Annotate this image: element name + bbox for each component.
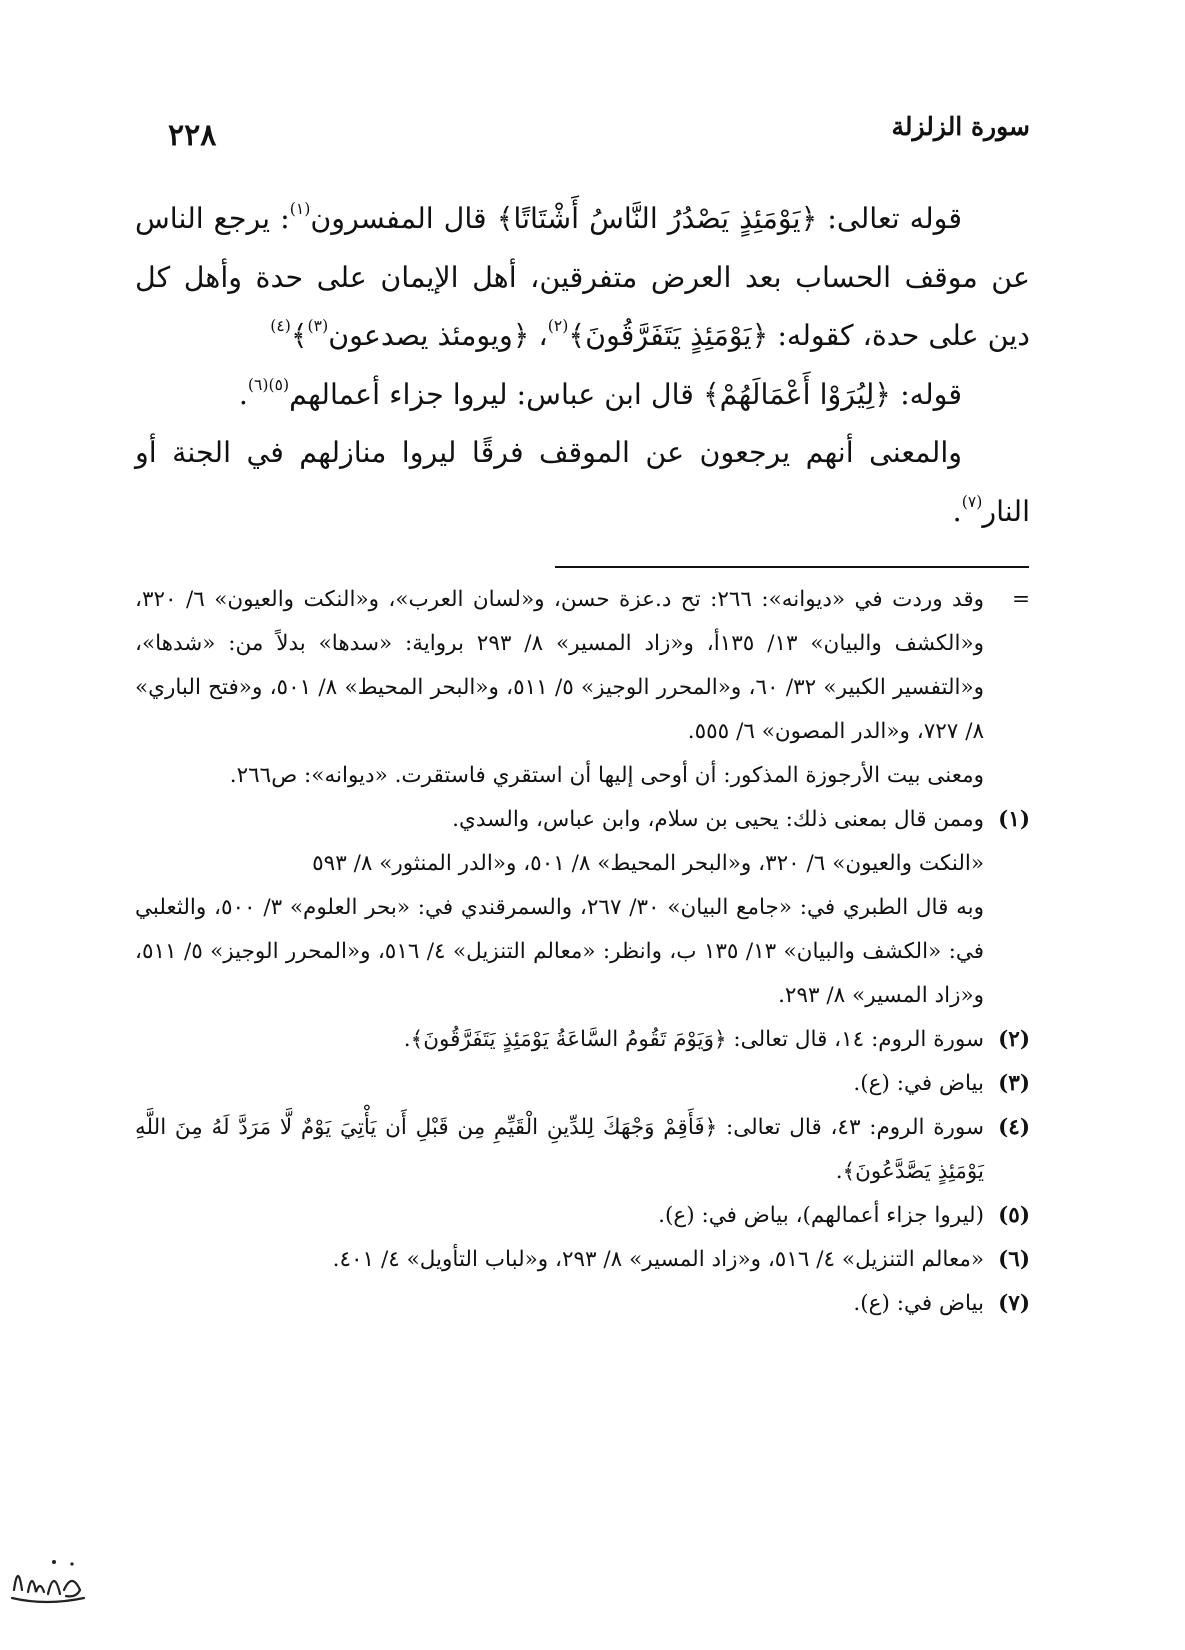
footnote-number: (٣) <box>998 1071 1030 1096</box>
text-span: والمعنى أنهم يرجعون عن الموقف فرقًا ليروا منازلهم في الجنة أو النار <box>135 436 1030 528</box>
footnote-ref: (٥)(٦) <box>247 374 290 394</box>
quran-verse: ﴿لِيُرَوْا أَعْمَالَهُمْ﴾ <box>702 377 892 411</box>
page-number: ٢٢٨ <box>168 118 217 153</box>
footnote-ref: (٢) <box>547 316 569 336</box>
footnote-number: (٦) <box>998 1247 1030 1272</box>
footnote-6 <box>135 1238 1030 1282</box>
text-span: قوله تعالى: <box>817 202 962 235</box>
paragraph-3 <box>135 424 1030 541</box>
footnote-2 <box>135 1018 1030 1062</box>
paragraph-2 <box>135 366 1030 425</box>
footnote-line: بياض في: (ع). <box>853 1071 984 1096</box>
footnote-number: (٢) <box>998 1027 1030 1052</box>
footnote-separator <box>555 566 1029 568</box>
continuation-marker: = <box>1011 587 1030 612</box>
quran-verse: ﴿يَوْمَئِذٍ يَصْدُرُ النَّاسُ أَشْتَاتًا﴾ <box>496 202 818 235</box>
surah-title: سورة الزلزلة <box>891 112 1030 141</box>
footnote-number: (٥) <box>998 1203 1030 1228</box>
footnote-body <box>135 1194 984 1238</box>
text-span: ، <box>529 319 548 352</box>
paragraph-1 <box>135 190 1030 366</box>
footnote-line: «النكت والعيون» ٦/ ٣٢٠، و«البحر المحيط» ٨/ ٥٠١، و«الدر المنثور» ٨/ ٥٩٣ <box>312 851 984 876</box>
footnote-5 <box>135 1194 1030 1238</box>
footnote-ref: (٧) <box>961 491 983 511</box>
text-span: . <box>952 494 962 528</box>
footnote-line: وقد وردت في «ديوانه»: ٢٦٦: تح د.عزة حسن، و«لسان العرب»، و«النكت والعيون» ٦/ ٣٢٠، و«الكشف والبيان» ١٣/ ١٣٥أ، و«زاد المسير» ٨/ ٢٩٣ برواية: «سدها» بدلاً من: «شدها»، و«التفسير الكبير» ٣٢/ ٦٠، و«المحرر الوجيز» ٥/ ٥١١، و«البحر المحيط» ٨/ ٥٠١، و«فتح الباري» ٨/ ٧٢٧، و«الدر المصون» ٦/ ٥٥٥. <box>135 587 985 744</box>
footnote-body <box>135 578 984 798</box>
footnote-body <box>135 1018 984 1062</box>
footnote-line: سورة الروم: ١٤، قال تعالى: ﴿وَيَوْمَ تَقُومُ السَّاعَةُ يَوْمَئِذٍ يَتَفَرَّقُونَ﴾. <box>403 1027 984 1052</box>
footnote-body <box>135 1106 984 1194</box>
quran-verse: ﴿يَوْمَئِذٍ يَتَفَرَّقُونَ﴾ <box>568 319 769 352</box>
footnote-number: (٧) <box>998 1291 1030 1316</box>
footnote-line: بياض في: (ع). <box>853 1291 984 1316</box>
footnote-body <box>135 1062 984 1106</box>
footnote-3 <box>135 1062 1030 1106</box>
quran-verse-end: ﴾ <box>290 319 308 352</box>
footnote-line: وممن قال بمعنى ذلك: يحيى بن سلام، وابن عباس، والسدي. <box>452 807 984 832</box>
footnote-number: (١) <box>998 807 1030 832</box>
page-header <box>168 112 1030 162</box>
text-span: : يرجع الناس عن موقف الحساب بعد العرض متفرقين، أهل الإيمان على حدة وأهل كل دين على حدة، كقوله: <box>135 202 1030 352</box>
footnote-continuation <box>135 578 1030 798</box>
footnote-ref: (٣) <box>307 316 329 336</box>
main-text <box>135 190 1030 541</box>
quran-verse: ﴿ويومئذ يصدعون <box>328 319 530 352</box>
publisher-calligraphy-logo-icon <box>6 1550 88 1610</box>
text-span: قال ابن عباس: ليروا جزاء أعمالهم <box>289 377 703 411</box>
text-span: قال المفسرون <box>310 202 497 235</box>
footnote-body <box>135 1238 984 1282</box>
footnote-ref: (١) <box>289 199 311 219</box>
footnote-line: ومعنى بيت الأرجوزة المذكور: أن أوحى إليها أن استقري فاستقرت. «ديوانه»: ص٢٦٦. <box>229 763 984 788</box>
footnote-body <box>135 1282 984 1326</box>
footnote-4 <box>135 1106 1030 1194</box>
footnotes <box>135 578 1030 1326</box>
footnote-line: (ليروا جزاء أعمالهم)، بياض في: (ع). <box>658 1203 984 1228</box>
footnote-number: (٤) <box>998 1115 1030 1140</box>
text-span: قوله: <box>891 377 962 411</box>
footnote-body <box>135 798 984 1018</box>
footnote-ref: (٤) <box>270 316 291 336</box>
footnote-line: سورة الروم: ٤٣، قال تعالى: ﴿فَأَقِمْ وَجْهَكَ لِلدِّينِ الْقَيِّمِ مِن قَبْلِ أَن يَأْتِيَ يَوْمٌ لَّا مَرَدَّ لَهُ مِنَ اللَّهِ يَوْمَئِذٍ يَصَّدَّعُونَ﴾. <box>135 1115 985 1184</box>
footnote-7 <box>135 1282 1030 1326</box>
text-span: . <box>238 377 248 411</box>
footnote-line: «معالم التنزيل» ٤/ ٥١٦، و«زاد المسير» ٨/ ٢٩٣، و«لباب التأويل» ٤/ ٤٠١. <box>332 1247 984 1272</box>
footnote-line: وبه قال الطبري في: «جامع البيان» ٣٠/ ٢٦٧، والسمرقندي في: «بحر العلوم» ٣/ ٥٠٠، والثعلبي في: «الكشف والبيان» ١٣/ ١٣٥ ب، وانظر: «معالم التنزيل» ٤/ ٥١٦، و«المحرر الوجيز» ٥/ ٥١١، و«زاد المسير» ٨/ ٢٩٣. <box>135 895 985 1008</box>
footnote-1 <box>135 798 1030 1018</box>
